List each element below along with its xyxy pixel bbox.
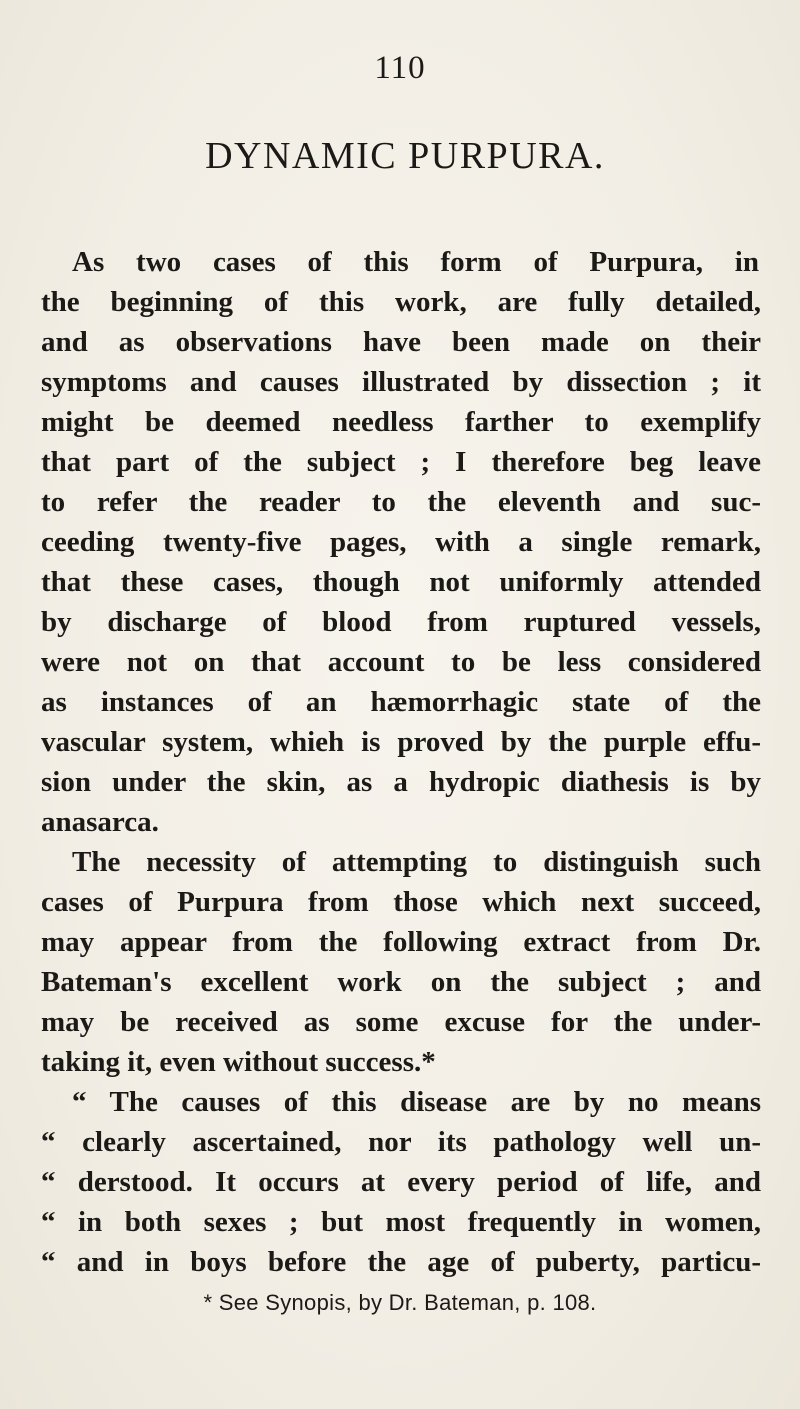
- text-line: that part of the subject ; I therefore beg leave: [41, 446, 761, 478]
- text-line: “ derstood. It occurs at every period of life, and: [41, 1166, 761, 1198]
- text-line: The necessity of attempting to distinguish such: [72, 846, 761, 878]
- text-line: might be deemed needless farther to exemplify: [41, 406, 761, 438]
- text-line: the beginning of this work, are fully detailed,: [41, 286, 761, 318]
- text-line: Bateman's excellent work on the subject ; and: [41, 966, 761, 998]
- footnote: * See Synopis, by Dr. Bateman, p. 108.: [203, 1290, 597, 1315]
- text-line: were not on that account to be less considered: [41, 646, 761, 678]
- text-line: taking it, even without success.*: [41, 1046, 436, 1078]
- text-line: and as observations have been made on their: [41, 326, 761, 358]
- text-line: sion under the skin, as a hydropic diathesis is by: [41, 766, 761, 798]
- text-line: ceeding twenty-five pages, with a single remark,: [41, 526, 761, 558]
- text-line: “ in both sexes ; but most frequently in women,: [41, 1206, 761, 1238]
- text-line: may be received as some excuse for the under-: [41, 1006, 761, 1038]
- text-line: “ and in boys before the age of puberty, particu-: [41, 1246, 761, 1278]
- chapter-title: DYNAMIC PURPURA.: [205, 135, 605, 177]
- text-line: as instances of an hæmorrhagic state of the: [41, 686, 761, 718]
- text-line: vascular system, whieh is proved by the purple effu-: [41, 726, 761, 758]
- text-line: anasarca.: [41, 806, 159, 838]
- text-line: to refer the reader to the eleventh and suc-: [41, 486, 761, 518]
- text-line: by discharge of blood from ruptured vessels,: [41, 606, 761, 638]
- text-line: “ The causes of this disease are by no means: [72, 1086, 761, 1118]
- text-line: “ clearly ascertained, nor its pathology well un-: [41, 1126, 761, 1158]
- text-line: may appear from the following extract from Dr.: [41, 926, 761, 958]
- text-line: symptoms and causes illustrated by dissection ; it: [41, 366, 761, 398]
- text-line: cases of Purpura from those which next succeed,: [41, 886, 761, 918]
- text-line: that these cases, though not uniformly attended: [41, 566, 761, 598]
- text-line: As two cases of this form of Purpura, in: [72, 246, 759, 278]
- page-number: 110: [374, 50, 426, 86]
